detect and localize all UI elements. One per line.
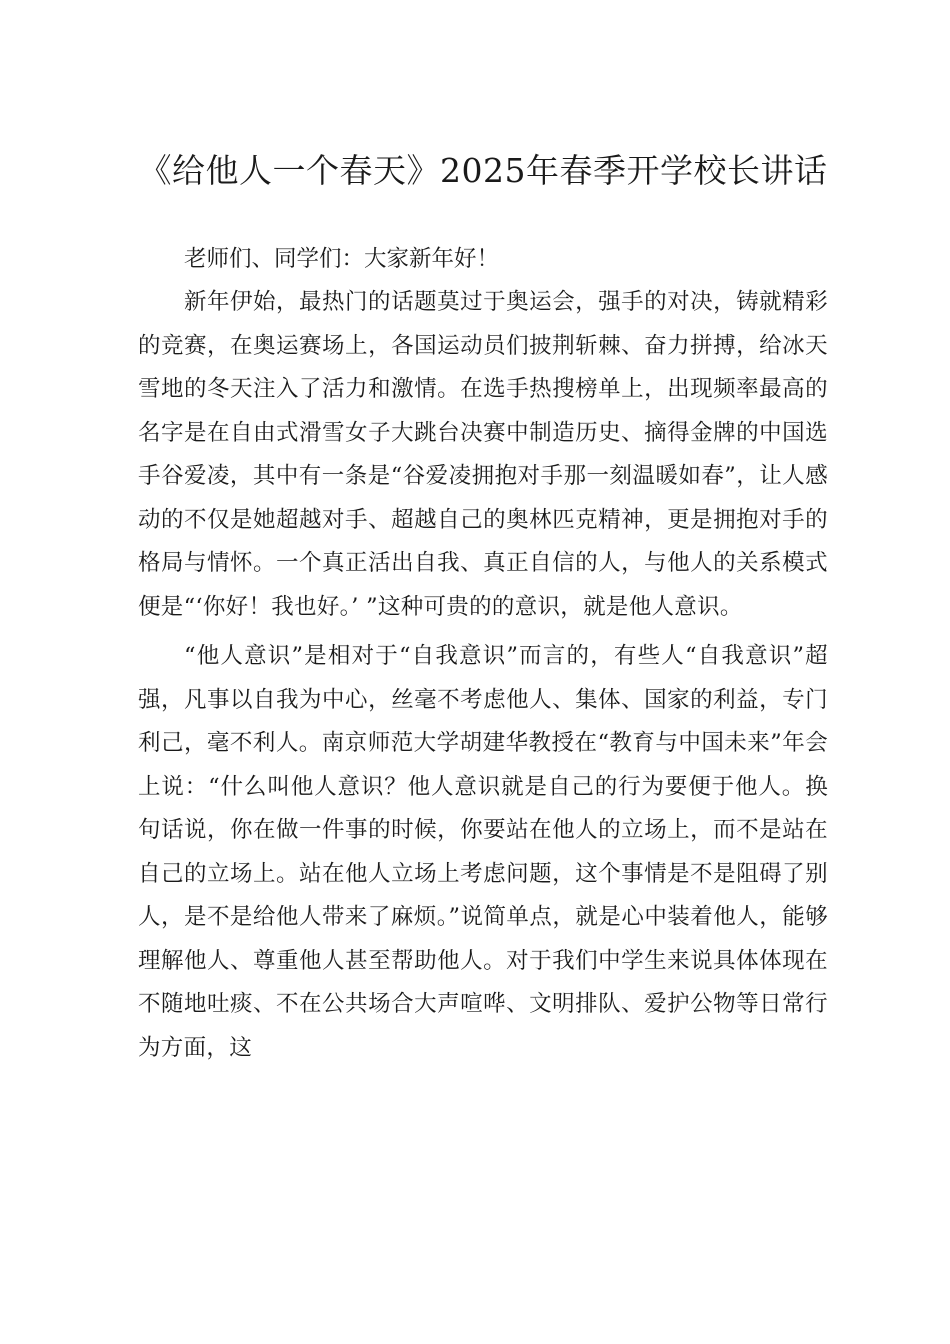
greeting-line: 老师们、同学们：大家新年好！: [184, 246, 500, 272]
body-paragraph-2: “他人意识”是相对于“自我意识”而言的，有些人“自我意识”超强，凡事以自我为中心，丝毫不考虑他人、集体、国家的利益，专门利己，毫不利人。南京师范大学胡建华教授在“教育与中国未来”年会上说：“什么叫他人意识？他人意识就是自己的行为要便于他人。换句话说，你在做一件事的时候，你要站在他人的立场上，而不是站在自己的立场上。站在他人立场上考虑问题，这个事情是不是阻碍了别人，是不是给他人带来了麻烦。”说简单点，就是心中装着他人，能够理解他人、尊重他人甚至帮助他人。对于我们中学生来说具体体现在不随地吐痰、不在公共场合大声喧哗、文明排队、爱护公物等日常行为方面，这: [138, 643, 828, 1061]
body-paragraph-1: 新年伊始，最热门的话题莫过于奥运会，强手的对决，铸就精彩的竞赛，在奥运赛场上，各国运动员们披荆斩棘、奋力拼搏，给冰天雪地的冬天注入了活力和激情。在选手热搜榜单上，出现频率最高的名字是在自由式滑雪女子大跳台决赛中制造历史、摘得金牌的中国选手谷爱凌，其中有一条是“谷爱凌拥抱对手那一刻温暖如春”，让人感动的不仅是她超越对手、超越自己的奥林匹克精神，更是拥抱对手的格局与情怀。一个真正活出自我、真正自信的人，与他人的关系模式便是“‘你好！我也好。’ ”这种可贵的的意识，就是他人意识。: [138, 289, 828, 620]
document-page: [138, 145, 828, 1076]
document-title: 《给他人一个春天》2025年春季开学校长讲话: [138, 151, 828, 190]
